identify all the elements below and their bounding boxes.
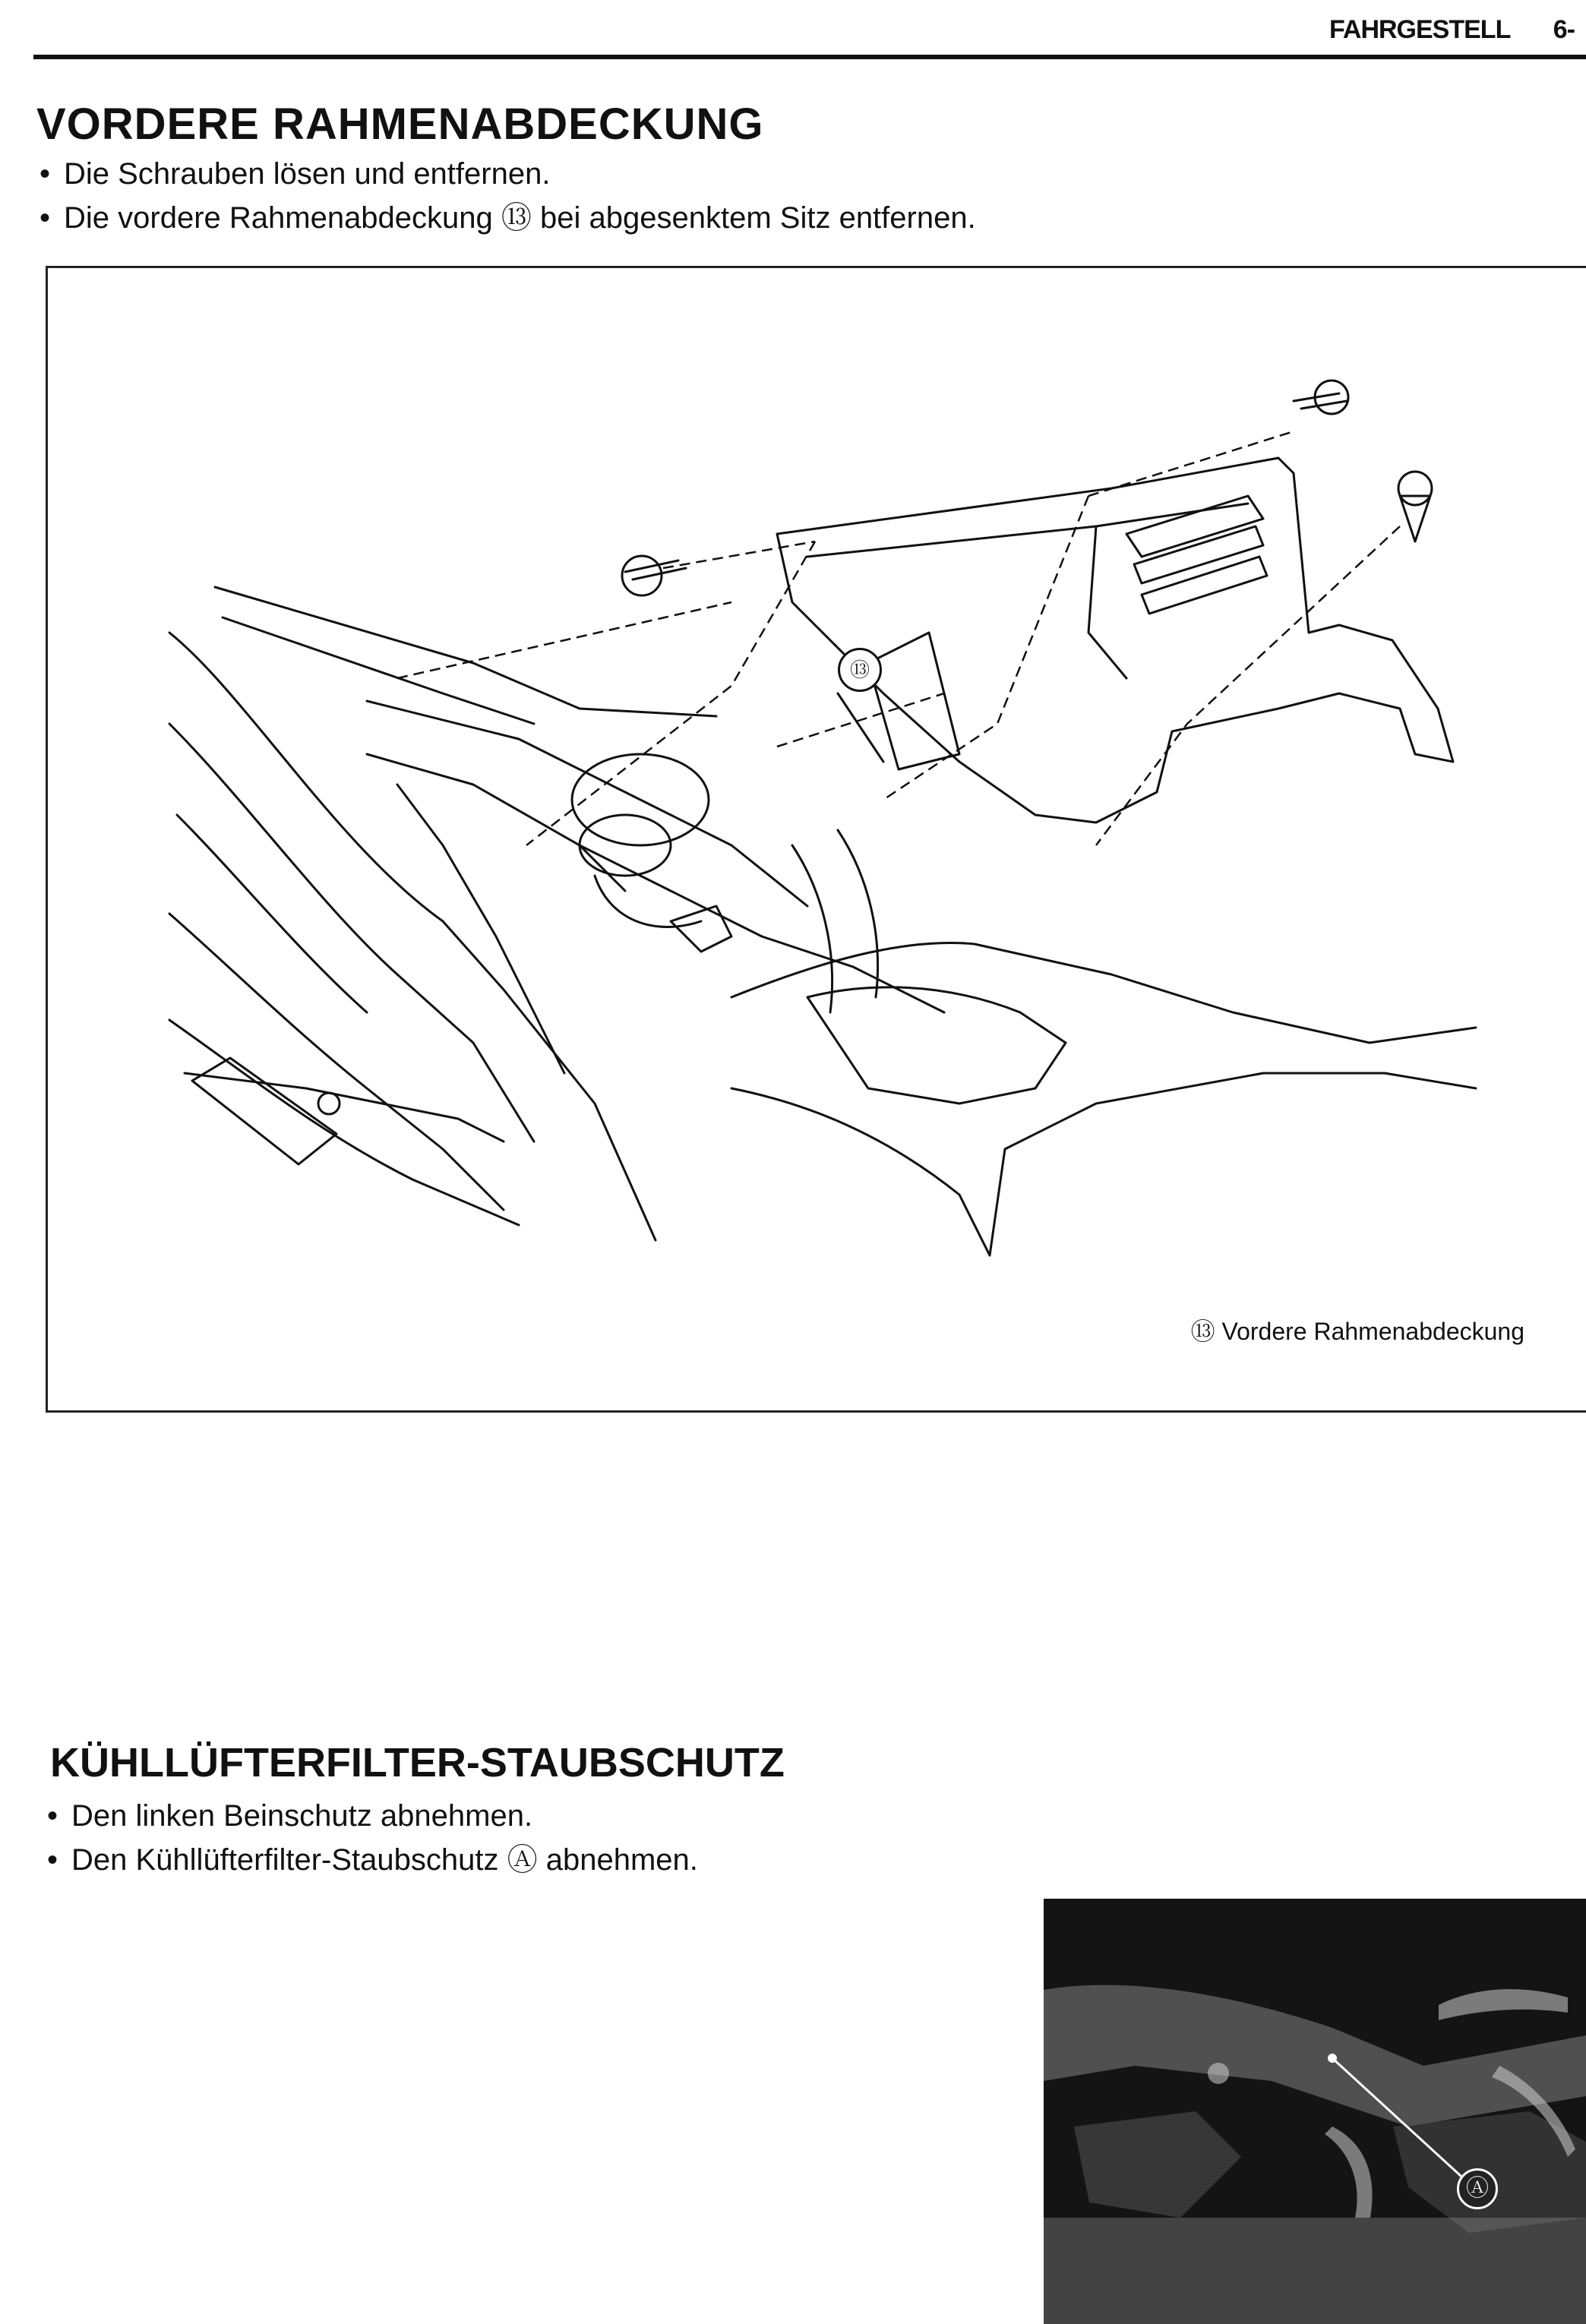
- running-header: [1329, 15, 1575, 45]
- header-page-number: 6-: [1553, 15, 1575, 44]
- section2-bullet-list: [47, 1794, 698, 1882]
- header-section: FAHRGESTELL: [1329, 15, 1511, 44]
- figure-caption: [1191, 1312, 1524, 1347]
- line-drawing-frame-cover: [48, 268, 1586, 1415]
- bullet-item: • Den linken Beinschutz abnehmen.: [47, 1794, 698, 1838]
- figure-frame-cover-removal: [46, 266, 1586, 1413]
- bullet-item: • Die vordere Rahmenabdeckung ⑬ bei abgesenktem Sitz entfernen.: [39, 196, 976, 240]
- header-rule: [33, 55, 1586, 59]
- photo-fan-filter-dust-cover: [1044, 1899, 1586, 2324]
- bullet-item: • Den Kühllüfterfilter-Staubschutz Ⓐ abnehmen.: [47, 1838, 698, 1882]
- caption-text: Vordere Rahmenabdeckung: [1221, 1318, 1524, 1345]
- bullet-item: • Die Schrauben lösen und entfernen.: [39, 152, 976, 196]
- photo-texture: [1044, 1899, 1586, 2324]
- section1-bullet-list: [39, 152, 976, 240]
- callout-a-marker: Ⓐ: [1457, 2168, 1498, 2209]
- section1-title: VORDERE RAHMENABDECKUNG: [36, 99, 764, 149]
- caption-marker: ⑬: [1190, 1318, 1215, 1345]
- section2-title: KÜHLLÜFTERFILTER-STAUBSCHUTZ: [50, 1740, 785, 1786]
- callout-13-marker: ⑬: [838, 648, 882, 692]
